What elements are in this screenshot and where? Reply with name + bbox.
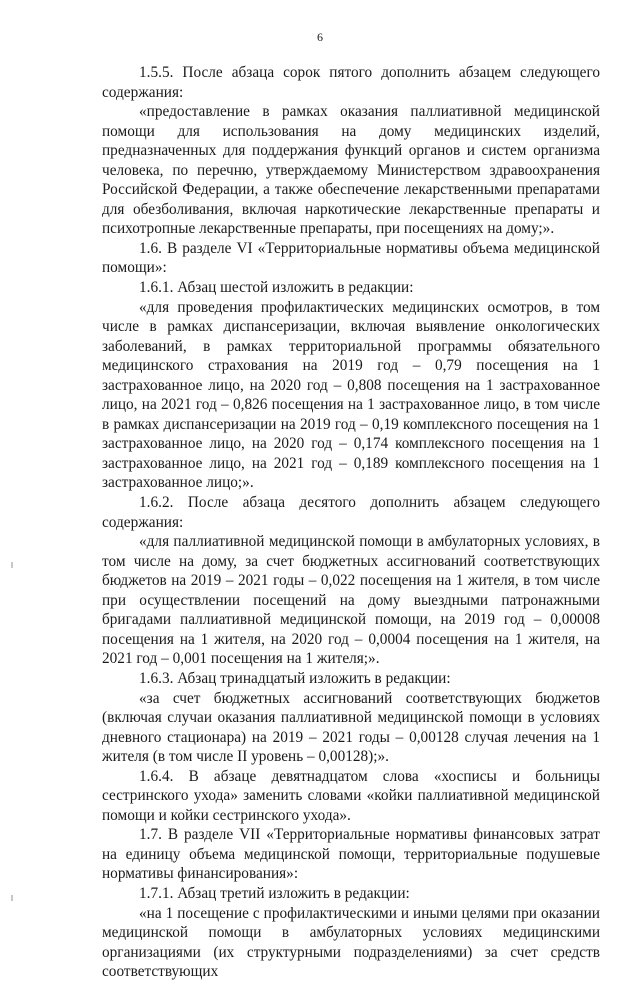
document-body <box>102 63 600 982</box>
page-number: 6 <box>317 30 323 44</box>
paragraph-1-5-5: 1.5.5. После абзаца сорок пятого дополнить абзацем следующего содержания: <box>102 64 600 101</box>
paragraph-1-6-2: 1.6.2. После абзаца десятого дополнить абзацем следующего содержания: <box>102 494 600 531</box>
paragraph-quote-outpatient-palliative: «для паллиативной медицинской помощи в амбулаторных условиях, в том числе на дому, за счет бюджетных ассигнований соответствующих бюджетов на 2019 – 2021 годы – 0,022 посещения на 1 жителя, в том числе при осуществлении посещений на дому выездными патронажными бригадами паллиативной медицинской помощи, на 2019 год – 0,00008 посещения на 1 жителя, на 2020 год – 0,0004 посещения на 1 жителя, на 2021 год – 0,001 посещения на 1 жителя;». <box>102 533 600 668</box>
paragraph-quote-palliative-devices: «предоставление в рамках оказания паллиативной медицинской помощи для использования на дому медицинских изделий, предназначенных для поддержания функций органов и систем организма человека, по перечню, утверждаемому Министерством здравоохранения Российской Федерации, а также обеспечение лекарственными препаратами для обезболивания, включая наркотические лекарственные препараты и психотропные лекарственные препараты, при посещениях на дому;». <box>102 103 600 238</box>
paragraph-1-6-1: 1.6.1. Абзац шестой изложить в редакции: <box>139 279 414 297</box>
paragraph-1-6: 1.6. В разделе VI «Территориальные нормативы объема медицинской помощи»: <box>102 239 600 277</box>
paragraph-1-7: 1.7. В разделе VII «Территориальные нормативы финансовых затрат на единицу объема медицинской помощи, территориальные подушевые нормативы финансирования»: <box>102 826 600 883</box>
paragraph-quote-per-visit: «на 1 посещение с профилактическими и иными целями при оказании медицинской помощи в амбулаторных условиях медицинскими организациями (их структурными подразделениями) за счет средств соответствующих <box>102 904 600 981</box>
scan-mark <box>11 895 13 901</box>
paragraph-quote-preventive-exams: «для проведения профилактических медицинских осмотров, в том числе в рамках диспансеризации, включая выявление онкологических заболеваний, в рамках территориальной программы обязательного медицинского страхования на 2019 год – 0,79 посещения на 1 застрахованное лицо, на 2020 год – 0,808 посещения на 1 застрахованное лицо, на 2021 год – 0,826 посещения на 1 застрахованное лицо, в том числе в рамках диспансеризации на 2019 год – 0,19 комплексного посещения на 1 застрахованное лицо, на 2020 год – 0,174 комплексного посещения на 1 застрахованное лицо, на 2021 год – 0,189 комплексного посещения на 1 застрахованное лицо;». <box>102 298 600 492</box>
paragraph-1-6-4: 1.6.4. В абзаце девятнадцатом слова «хосписы и больницы сестринского ухода» заменить словами «койки паллиативной медицинской помощи и койки сестринского ухода». <box>102 767 600 824</box>
paragraph-quote-day-hospital: «за счет бюджетных ассигнований соответствующих бюджетов (включая случаи оказания паллиативной медицинской помощи в условиях дневного стационара) на 2019 – 2021 годы – 0,00128 случая лечения на 1 жителя (в том числе II уровень – 0,00128);». <box>102 689 600 766</box>
scan-mark <box>11 562 13 568</box>
paragraph-1-7-1: 1.7.1. Абзац третий изложить в редакции: <box>139 884 410 902</box>
paragraph-1-6-3: 1.6.3. Абзац тринадцатый изложить в редакции: <box>139 669 451 687</box>
